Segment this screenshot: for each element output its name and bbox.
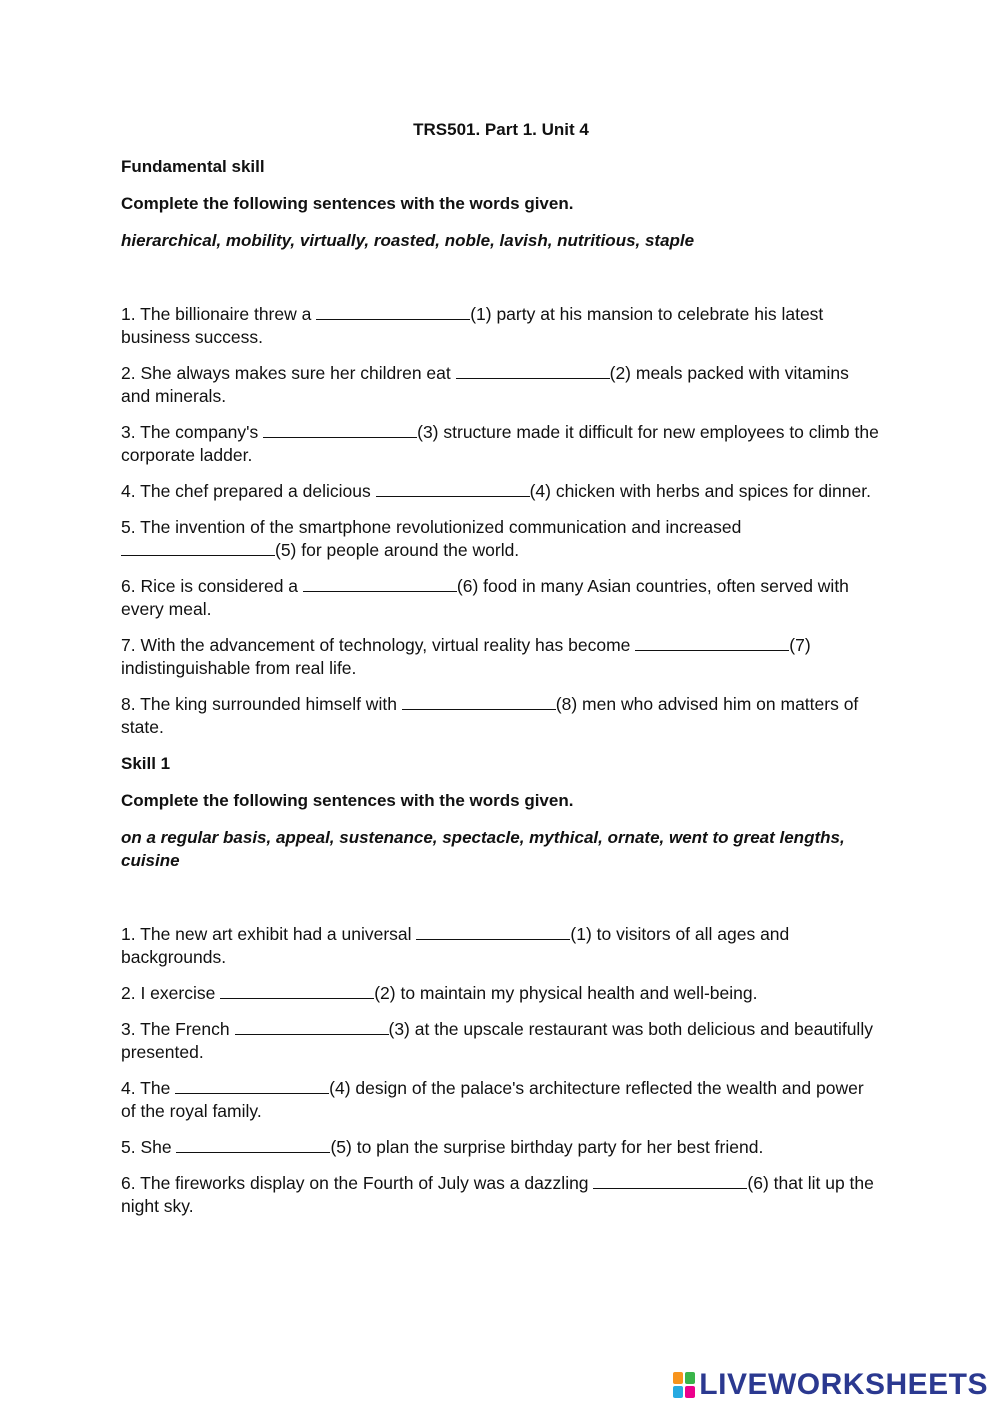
question-item [121, 923, 881, 969]
answer-blank[interactable] [593, 1173, 747, 1189]
question-text-before: 7. With the advancement of technology, virtual reality has become [121, 635, 636, 655]
section2-items [121, 923, 881, 1218]
question-text-after: (3) structure made it difficult for new employees to climb the corporate ladder. [121, 422, 879, 465]
answer-blank[interactable] [416, 924, 570, 940]
question-item [121, 516, 881, 562]
question-text-after: (1) party at his mansion to celebrate his latest business success. [121, 304, 824, 347]
question-item [121, 1172, 881, 1218]
question-item [121, 421, 881, 467]
logo-square-1 [673, 1372, 683, 1384]
question-text-before: 8. The king surrounded himself with [121, 694, 402, 714]
question-text-before: 3. The company's [121, 422, 264, 442]
question-text-before: 3. The French [121, 1019, 235, 1039]
question-text-after: (2) to maintain my physical health and well-being. [374, 983, 758, 1003]
answer-blank[interactable] [635, 635, 789, 651]
question-text-after: (1) to visitors of all ages and backgrounds. [121, 924, 790, 967]
spacer [121, 266, 881, 303]
question-item [121, 1077, 881, 1123]
question-item [121, 693, 881, 739]
question-text-before: 6. Rice is considered a [121, 576, 303, 596]
answer-blank[interactable] [175, 1078, 329, 1094]
section2-word-bank: on a regular basis, appeal, sustenance, spectacle, mythical, ornate, went to great lengths, cuisine [121, 828, 845, 870]
answer-blank[interactable] [316, 304, 470, 320]
question-text-after: (5) for people around the world. [275, 540, 520, 560]
question-text-before: 4. The chef prepared a delicious [121, 481, 376, 501]
question-text-before: 1. The new art exhibit had a universal [121, 924, 417, 944]
answer-blank[interactable] [176, 1137, 330, 1153]
answer-blank[interactable] [220, 983, 374, 999]
question-text-before: 6. The fireworks display on the Fourth of July was a dazzling [121, 1173, 594, 1193]
liveworksheets-logo-icon [673, 1372, 695, 1398]
spacer [121, 886, 881, 923]
answer-blank[interactable] [303, 576, 457, 592]
question-item [121, 1136, 881, 1159]
question-text-before: 1. The billionaire threw a [121, 304, 317, 324]
question-item [121, 634, 881, 680]
question-item [121, 575, 881, 621]
question-text-after: (6) that lit up the night sky. [121, 1173, 874, 1216]
section1-word-bank: hierarchical, mobility, virtually, roasted, noble, lavish, nutritious, staple [121, 231, 695, 250]
section1-heading: Fundamental skill [121, 157, 265, 176]
question-text-before: 5. She [121, 1137, 177, 1157]
question-text-after: (3) at the upscale restaurant was both delicious and beautifully presented. [121, 1019, 873, 1062]
worksheet-page [121, 118, 881, 1231]
question-text-after: (6) food in many Asian countries, often served with every meal. [121, 576, 849, 619]
question-text-after: (2) meals packed with vitamins and minerals. [121, 363, 849, 406]
question-text-before: 2. She always makes sure her children eat [121, 363, 456, 383]
question-text-after: (8) men who advised him on matters of state. [121, 694, 859, 737]
liveworksheets-logo [673, 1368, 988, 1402]
question-item [121, 362, 881, 408]
answer-blank[interactable] [121, 540, 275, 556]
logo-square-4 [685, 1386, 695, 1398]
answer-blank[interactable] [376, 481, 530, 497]
question-item [121, 480, 881, 503]
logo-text: LIVEWORKSHEETS [699, 1368, 988, 1401]
question-item [121, 982, 881, 1005]
question-text-after: (4) chicken with herbs and spices for dinner. [529, 481, 871, 501]
section2-instruction: Complete the following sentences with the words given. [121, 791, 574, 810]
logo-square-2 [685, 1372, 695, 1384]
question-item [121, 303, 881, 349]
logo-square-3 [673, 1386, 683, 1398]
answer-blank[interactable] [235, 1019, 389, 1035]
question-item [121, 1018, 881, 1064]
question-text-before: 4. The [121, 1078, 176, 1098]
answer-blank[interactable] [456, 363, 610, 379]
answer-blank[interactable] [263, 422, 417, 438]
answer-blank[interactable] [402, 694, 556, 710]
question-text-after: (4) design of the palace's architecture reflected the wealth and power of the royal family. [121, 1078, 864, 1121]
question-text-before: 5. The invention of the smartphone revolutionized communication and increased [121, 517, 742, 537]
question-text-before: 2. I exercise [121, 983, 221, 1003]
page-title: TRS501. Part 1. Unit 4 [413, 120, 589, 139]
question-text-after: (5) to plan the surprise birthday party for her best friend. [330, 1137, 764, 1157]
section1-instruction: Complete the following sentences with the words given. [121, 194, 574, 213]
question-text-after: (7) indistinguishable from real life. [121, 635, 811, 678]
section1-items [121, 303, 881, 739]
section2-heading: Skill 1 [121, 754, 171, 773]
